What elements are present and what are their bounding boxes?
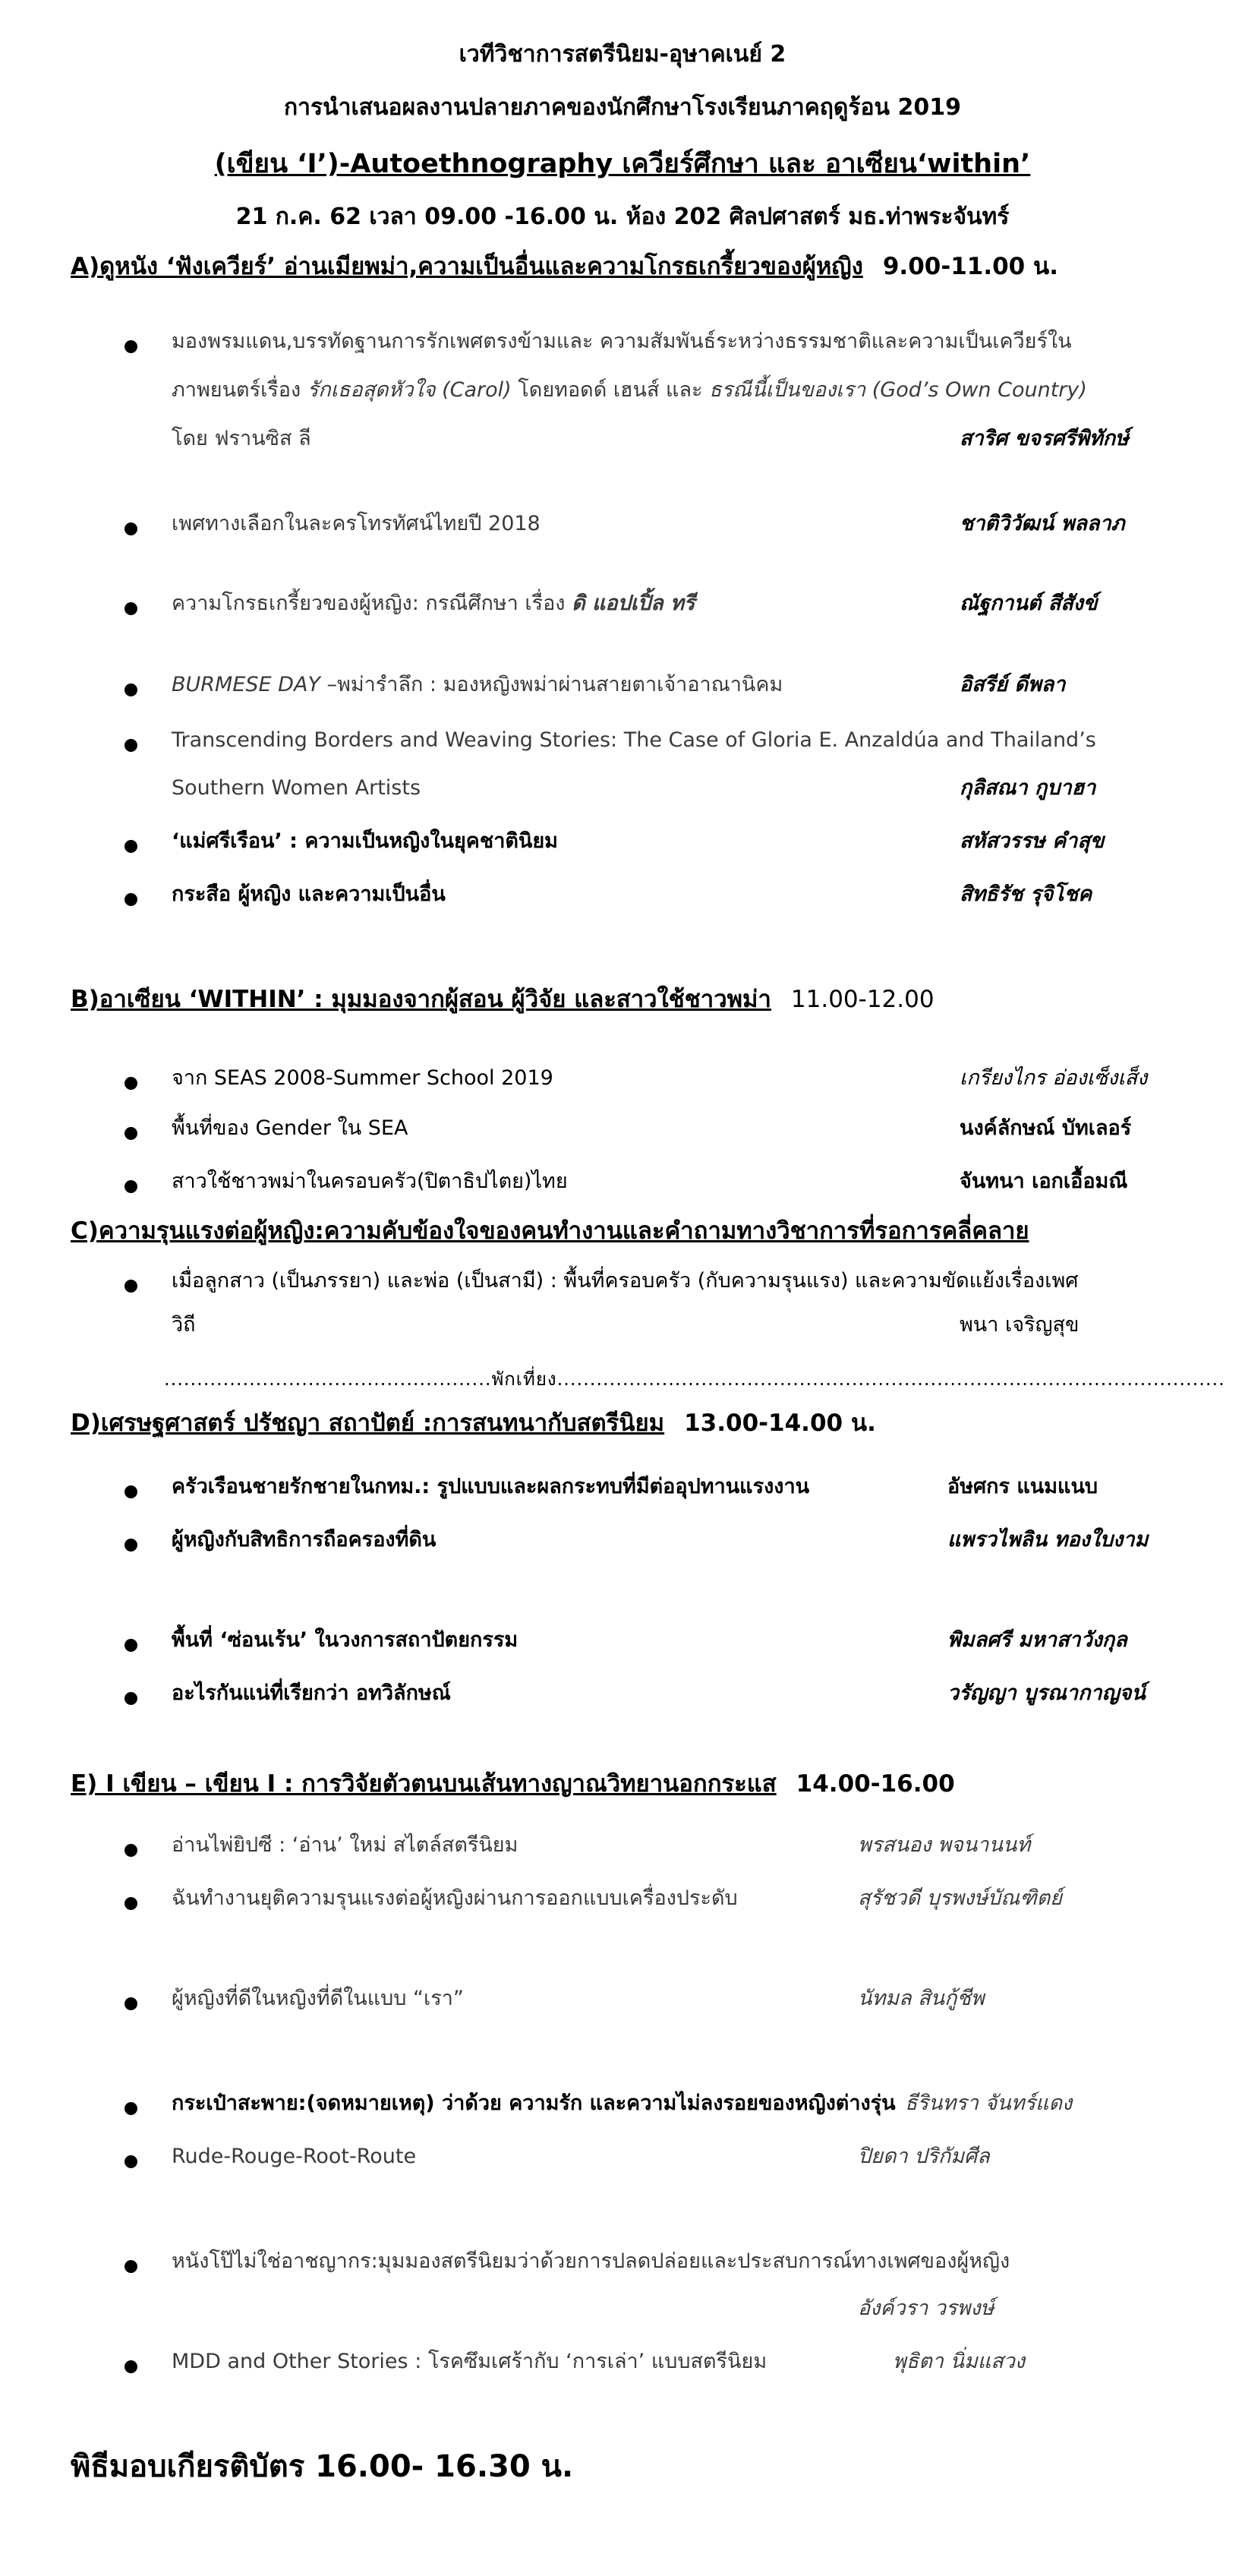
section-c-heading [71,1211,1029,1249]
section-b-time: 11.00-12.00 [790,986,935,1013]
item-title: MDD and Other Stories : โรคซึมเศร้ากับ ‘การเล่า’ แบบสตรีนิยม [172,2350,767,2373]
list-item [0,670,1245,696]
bullet-icon [124,739,137,752]
bullet-icon [124,2360,137,2373]
item-title: ความโกรธเกรี้ยวของผู้หญิง: กรณีศึกษา เรื่อง ดิ แอปเปิ้ล ทรี [172,592,695,615]
item-title-line: มองพรมแดน,บรรทัดฐานการรักเพศตรงข้ามและ ความสัมพันธ์ระหว่างธรรมชาติและความเป็นเควียร์ใน [172,330,1072,353]
item-author: กุลิสณา กูบาฮา [960,776,1096,800]
item-title: อ่านไพ่ยิปซี : ‘อ่าน’ ใหม่ สไตล์สตรีนิยม [172,1833,518,1857]
list-item [0,2347,1245,2373]
item-author: ณัฐกานต์ สีสังข์ [960,592,1098,615]
event-title: เวทีวิชาการสตรีนิยม-อุษาคเนย์ 2 [459,41,786,68]
certificate-ceremony: พิธีมอบเกียรติบัตร 16.00- 16.30 น. [71,2449,574,2484]
list-item [0,879,1245,906]
list-item [0,327,1245,450]
list-item [0,1984,1245,2010]
list-item [0,2246,1245,2320]
item-title: สาวใช้ชาวพม่าในครอบครัว(ปิตาธิปไตย)ไทย [172,1170,568,1193]
item-author: เกรียงไกร อ่องเซ็งเส็ง [960,1066,1148,1090]
bullet-icon [124,2102,137,2115]
item-title: กระสือ ผู้หญิง และความเป็นอื่น [172,882,446,906]
bullet-icon [124,683,137,696]
item-author: แพรวไพลิน ทองใบงาม [947,1528,1149,1552]
bullet-icon [124,2260,137,2273]
item-title: อะไรกันแน่ที่เรียกว่า อทวิลักษณ์ [172,1681,451,1705]
section-c-title: C)ความรุนแรงต่อผู้หญิง:ความคับข้องใจของคนทำงานและคำถามทางวิชาการที่รอการคลี่คลาย [71,1217,1029,1245]
item-title: พื้นที่ ‘ซ่อนเร้น’ ในวงการสถาปัตยกรรม [172,1628,518,1652]
list-item [0,1830,1245,1857]
list-item [0,509,1245,535]
bullet-icon [124,1180,137,1193]
bullet-icon [124,1280,137,1293]
item-title: ‘แม่ศรีเรือน’ : ความเป็นหญิงในยุคชาตินิยม [172,829,558,853]
section-a-title: A)ดูหนัง ‘ฟังเควียร์’ อ่านเมียพม่า,ความเป็นอื่นและความโกรธเกรี้ยวของผู้หญิง [71,253,863,280]
item-title-line: ภาพยนตร์เรื่อง รักเธอสุดหัวใจ (Carol) โดยทอดด์ เฮนส์ และ ธรณีนี้เป็นของเรา (God’s Own Country) [172,378,1087,402]
item-author: พิมลศรี มหาสาวังกุล [947,1628,1127,1652]
section-b-title: B)อาเซียน ‘WITHIN’ : มุมมองจากผู้สอน ผู้วิจัย และสาวใช้ชาวพม่า [71,986,771,1013]
list-item [0,1625,1245,1652]
item-author: อิสรีย์ ดีพลา [960,673,1066,696]
item-title: หนังโป๊ไม่ใช่อาชญากร:มุมมองสตรีนิยมว่าด้วยการปลดปล่อยและประสบการณ์ทางเพศของผู้หญิง [172,2249,1010,2273]
list-item [0,1063,1245,1090]
item-author: พนา เจริญสุข [960,1313,1080,1337]
bullet-icon [124,1639,137,1652]
item-title: ผู้หญิงกับสิทธิการถือครองที่ดิน [172,1528,437,1552]
item-author: สุรัชวดี บุรพงษ์บัณฑิตย์ [858,1886,1062,1910]
section-d-time: 13.00-14.00 น. [684,1410,876,1437]
lunch-break-divider: ..................................................พักเที่ยง...................................................................................................... [164,1368,1225,1390]
item-author: อัษศกร แนมแนบ [947,1475,1098,1498]
bullet-icon [124,340,137,353]
list-item [0,1472,1245,1498]
item-title: BURMESE DAY –พม่ารำลึก : มองหญิงพม่าผ่านสายตาเจ้าอาณานิคม [172,673,783,696]
item-author: สาริศ ขจรศรีพิทักษ์ [960,427,1129,450]
item-author: สิทธิรัช รุจิโชค [960,882,1092,906]
item-title-line: Southern Women Artists [172,776,421,800]
section-b-heading [71,980,935,1018]
list-item [0,2142,1245,2168]
item-title-line: Transcending Borders and Weaving Stories: The Case of Gloria E. Anzaldúa and Thailand’s [172,728,1096,752]
section-e-time: 14.00-16.00 [796,1770,955,1798]
bullet-icon [124,1844,137,1857]
bullet-icon [124,1997,137,2010]
bullet-icon [124,1897,137,1910]
item-author: วรัญญา บูรณากาญจน์ [947,1681,1146,1705]
item-title-line: โดย ฟรานซิส ลี [172,427,311,450]
list-item [0,1678,1245,1705]
list-item [0,725,1245,800]
list-item [0,1166,1245,1193]
item-title: พื้นที่ของ Gender ใน SEA [172,1116,408,1140]
item-title: Rude-Rouge-Root-Route [172,2145,417,2168]
item-author: ชาติวิวัฒน์ พลลาภ [960,512,1125,535]
list-item [0,589,1245,615]
item-title: ครัวเรือนชายรักชายในกทม.: รูปแบบและผลกระทบที่มีต่ออุปทานแรงงาน [172,1475,810,1498]
event-date-venue: 21 ก.ค. 62 เวลา 09.00 -16.00 น. ห้อง 202 ศิลปศาสตร์ มธ.ท่าพระจันทร์ [235,204,1010,230]
item-title: จาก SEAS 2008-Summer School 2019 [172,1066,553,1090]
bullet-icon [124,893,137,906]
bullet-icon [124,840,137,853]
list-item [0,1883,1245,1910]
section-e-heading [71,1764,955,1802]
item-author: จันทนา เอกเอื้อมณี [960,1170,1128,1193]
bullet-icon [124,522,137,535]
item-author: สหัสวรรษ คำสุข [960,829,1105,853]
section-a-time: 9.00-11.00 น. [882,253,1059,280]
section-a-heading [71,247,1058,285]
item-author: อังค์วรา วรพงษ์ [858,2297,994,2320]
bullet-icon [124,602,137,615]
bullet-icon [124,1692,137,1705]
bullet-icon [124,1539,137,1552]
item-title-line: เมื่อลูกสาว (เป็นภรรยา) และพ่อ (เป็นสามี) : พื้นที่ครอบครัว (กับความรุนแรง) และความขัดแย้งเรื่องเพศ [172,1269,1079,1293]
list-item [0,2088,1245,2115]
bullet-icon [124,1127,137,1140]
list-item [0,1525,1245,1552]
bullet-icon [124,1485,137,1498]
bullet-icon [124,2155,137,2168]
list-item [0,1266,1245,1337]
list-item [0,1113,1245,1140]
item-title-line: วิถี [172,1313,196,1337]
item-author: พุธิตา นิ่มแสวง [893,2350,1026,2373]
item-author: ธีรินทรา จันทร์แดง [905,2091,1073,2115]
section-d-title: D)เศรษฐศาสตร์ ปรัชญา สถาปัตย์ :การสนทนากับสตรีนิยม [71,1410,665,1437]
item-author: ปิยดา ปริกัมศีล [858,2145,990,2168]
item-title: ฉันทำงานยุติความรุนแรงต่อผู้หญิงผ่านการออกแบบเครื่องประดับ [172,1886,738,1910]
section-d-heading [71,1403,876,1441]
item-title: เพศทางเลือกในละครโทรทัศน์ไทยปี 2018 [172,512,541,535]
item-author: นงค์ลักษณ์ บัทเลอร์ [960,1116,1132,1140]
item-title: กระเป๋าสะพาย:(จดหมายเหตุ) ว่าด้วย ความรัก และความไม่ลงรอยของหญิงต่างรุ่น [172,2091,896,2115]
list-item [0,826,1245,853]
section-e-title: E) I เขียน – เขียน I : การวิจัยตัวตนบนเส้นทางญาณวิทยานอกกระแส [71,1770,777,1798]
event-theme: (เขียน ‘I’)-Autoethnography เควียร์ศึกษา และ อาเซียน‘within’ [214,149,1031,179]
bullet-icon [124,1077,137,1090]
event-subtitle: การนำเสนอผลงานปลายภาคของนักศึกษาโรงเรียนภาคฤดูร้อน 2019 [284,94,961,121]
item-author: พรสนอง พจนานนท์ [858,1833,1031,1857]
item-author: นัทมล สินกู้ชีพ [858,1987,985,2010]
item-title: ผู้หญิงที่ดีในหญิงที่ดีในแบบ “เรา” [172,1987,464,2010]
